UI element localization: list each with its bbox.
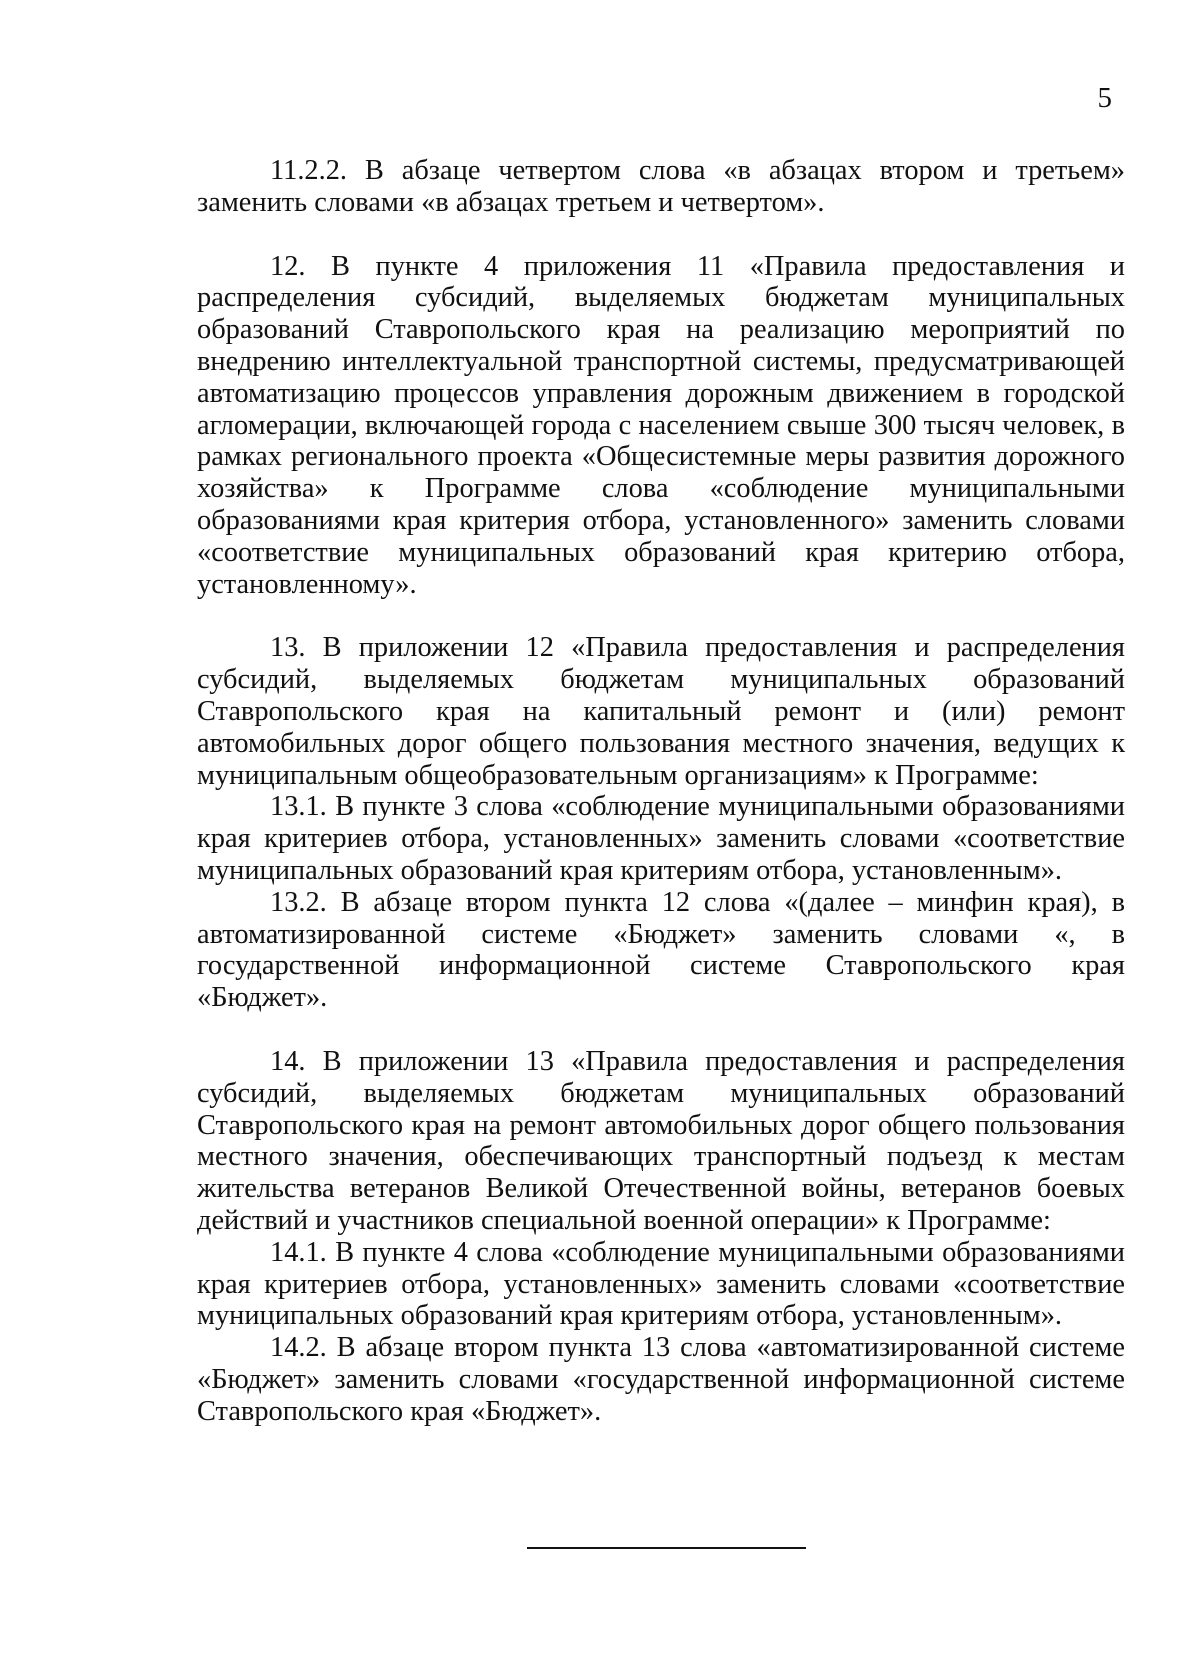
end-separator-line — [527, 1547, 806, 1549]
paragraph-11-2-2: 11.2.2. В абзаце четвертом слова «в абзацах втором и третьем» заменить словами «в абзацах третьем и четвертом». — [197, 155, 1125, 218]
document-body — [197, 155, 1125, 1427]
page-number: 5 — [1097, 82, 1112, 114]
paragraph-14-2: 14.2. В абзаце втором пункта 13 слова «автоматизированной системе «Бюджет» заменить словами «государственной информационной системе Ставропольского края «Бюджет». — [197, 1332, 1125, 1427]
paragraph-13: 13. В приложении 12 «Правила предоставления и распределения субсидий, выделяемых бюджетам муниципальных образований Ставропольского края на капитальный ремонт и (или) ремонт автомобильных дорог общего пользования местного значения, ведущих к муниципальным общеобразовательным организациям» к Программе: — [197, 632, 1125, 791]
paragraph-13-2: 13.2. В абзаце втором пункта 12 слова «(далее – минфин края), в автоматизированной системе «Бюджет» заменить словами «, в государственной информационной системе Ставропольского края «Бюджет». — [197, 886, 1125, 1014]
paragraph-14-1: 14.1. В пункте 4 слова «соблюдение муниципальными образованиями края критериев отбора, установленных» заменить словами «соответствие муниципальных образований края критериям отбора, установленным». — [197, 1236, 1125, 1332]
paragraph-13-1: 13.1. В пункте 3 слова «соблюдение муниципальными образованиями края критериев отбора, установленных» заменить словами «соответствие муниципальных образований края критериям отбора, установленным». — [197, 791, 1125, 886]
paragraph-12: 12. В пункте 4 приложения 11 «Правила предоставления и распределения субсидий, выделяемых бюджетам муниципальных образований Ставропольского края на реализацию мероприятий по внедрению интеллектуальной транспортной системы, предусматривающей автоматизацию процессов управления дорожным движением в городской агломерации, включающей города с населением свыше 300 тысяч человек, в рамках регионального проекта «Общесистемные меры развития дорожного хозяйства» к Программе слова «соблюдение муниципальными образованиями края критерия отбора, установленного» заменить словами «соответствие муниципальных образований края критерию отбора, установленному». — [197, 250, 1125, 600]
paragraph-14: 14. В приложении 13 «Правила предоставления и распределения субсидий, выделяемых бюджетам муниципальных образований Ставропольского края на ремонт автомобильных дорог общего пользования местного значения, обеспечивающих транспортный подъезд к местам жительства ветеранов Великой Отечественной войны, ветеранов боевых действий и участников специальной военной операции» к Программе: — [197, 1045, 1125, 1236]
